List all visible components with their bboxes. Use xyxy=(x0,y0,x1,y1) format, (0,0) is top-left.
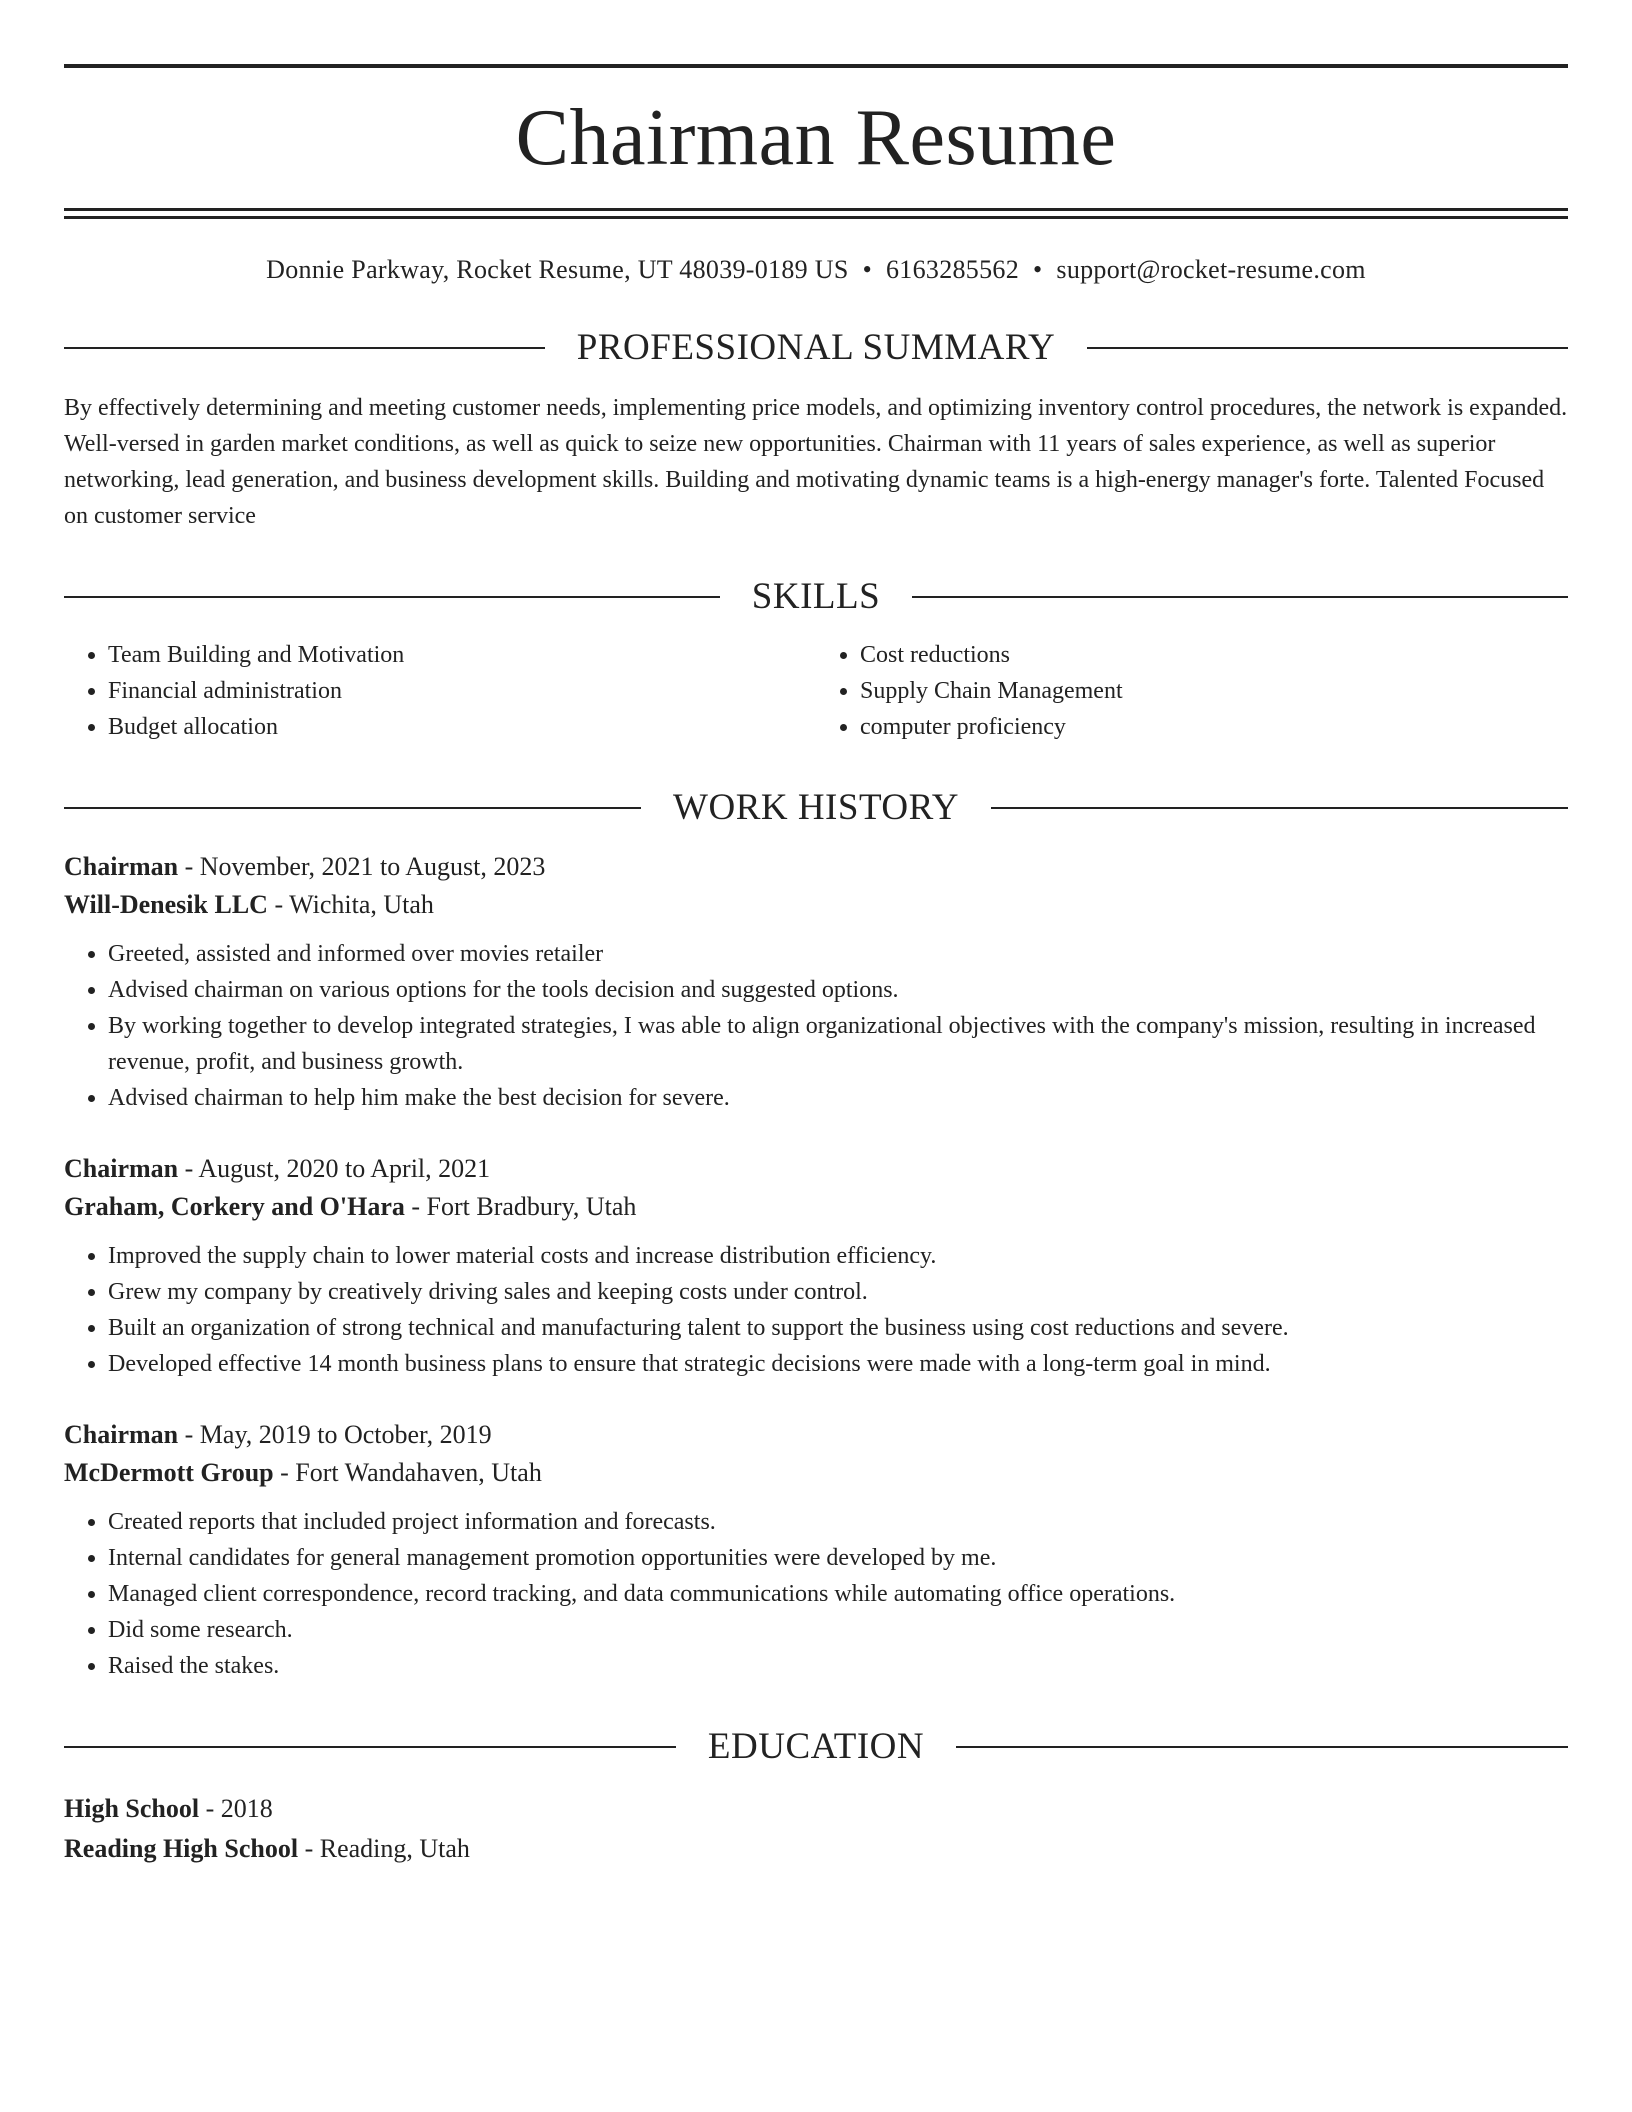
job-dates: - August, 2020 to April, 2021 xyxy=(178,1154,491,1183)
education-degree-line xyxy=(64,1789,1568,1829)
top-rule xyxy=(64,64,1568,68)
job-bullet: • Internal candidates for general management promotion opportunities were developed by me. xyxy=(108,1540,1568,1576)
job-title-line xyxy=(64,848,1568,886)
skills-column-right xyxy=(816,637,1568,745)
heading-rule xyxy=(64,596,720,598)
job-location: - Wichita, Utah xyxy=(267,890,434,919)
job-entry xyxy=(64,1150,1568,1382)
skill-item: • Financial administration xyxy=(108,673,816,709)
skills-list xyxy=(64,637,1568,745)
skills-column-left xyxy=(64,637,816,745)
job-title-line xyxy=(64,1150,1568,1188)
heading-rule xyxy=(912,596,1568,598)
section-title-education: EDUCATION xyxy=(707,1726,925,1767)
job-company: Graham, Corkery and O'Hara xyxy=(64,1192,405,1221)
education-year: - 2018 xyxy=(199,1794,273,1823)
job-bullets xyxy=(64,1504,1568,1684)
job-dates: - May, 2019 to October, 2019 xyxy=(178,1420,492,1449)
job-bullet: • By working together to develop integrated strategies, I was able to align organizational objectives with the company's mission, resulting in increased revenue, profit, and business growth. xyxy=(108,1008,1568,1080)
heading-rule xyxy=(956,1746,1568,1748)
contact-separator: • xyxy=(862,255,872,284)
section-heading-summary xyxy=(64,329,1568,366)
heading-rule xyxy=(991,807,1568,809)
title-double-rule xyxy=(64,208,1568,219)
job-location: - Fort Wandahaven, Utah xyxy=(273,1458,542,1487)
job-title: Chairman xyxy=(64,1154,179,1183)
education-school-line xyxy=(64,1829,1568,1869)
job-bullets xyxy=(64,1238,1568,1382)
education-degree: High School xyxy=(64,1794,200,1823)
job-bullet: • Greeted, assisted and informed over movies retailer xyxy=(108,936,1568,972)
job-bullet: • Did some research. xyxy=(108,1612,1568,1648)
heading-rule xyxy=(64,347,545,349)
education-location: - Reading, Utah xyxy=(298,1834,470,1863)
skill-item: • Cost reductions xyxy=(860,637,1568,673)
section-heading-education xyxy=(64,1728,1568,1765)
contact-separator: • xyxy=(1033,255,1043,284)
heading-rule xyxy=(64,807,641,809)
job-title-line xyxy=(64,1416,1568,1454)
job-bullet: • Developed effective 14 month business plans to ensure that strategic decisions were made with a long-term goal in mind. xyxy=(108,1346,1568,1382)
contact-email: support@rocket-resume.com xyxy=(1056,255,1366,284)
job-bullet: • Advised chairman to help him make the best decision for severe. xyxy=(108,1080,1568,1116)
education-entry xyxy=(64,1789,1568,1869)
skill-item: • Budget allocation xyxy=(108,709,816,745)
job-company-line xyxy=(64,1454,1568,1492)
job-bullet: • Advised chairman on various options for the tools decision and suggested options. xyxy=(108,972,1568,1008)
section-heading-skills xyxy=(64,578,1568,615)
summary-text: By effectively determining and meeting customer needs, implementing price models, and optimizing inventory control procedures, the network is expanded. Well-versed in garden market conditions, as well as quick to seize new opportunities. Chairman with 11 years of sales experience, as well as superior networking, lead generation, and business development skills. Building and motivating dynamic teams is a high-energy manager's forte. Talented Focused on customer service xyxy=(64,395,1568,529)
contact-address: Donnie Parkway, Rocket Resume, UT 48039-0189 US xyxy=(266,255,849,284)
section-title-skills: SKILLS xyxy=(751,576,881,617)
job-company-line xyxy=(64,886,1568,924)
education-school: Reading High School xyxy=(64,1834,299,1863)
job-entry xyxy=(64,1416,1568,1684)
job-bullet: • Raised the stakes. xyxy=(108,1648,1568,1684)
job-dates: - November, 2021 to August, 2023 xyxy=(178,852,546,881)
job-company: McDermott Group xyxy=(64,1458,274,1487)
skill-item: • computer proficiency xyxy=(860,709,1568,745)
job-bullets xyxy=(64,936,1568,1116)
heading-rule xyxy=(64,1746,676,1748)
job-title: Chairman xyxy=(64,852,179,881)
job-bullet: • Grew my company by creatively driving sales and keeping costs under control. xyxy=(108,1274,1568,1310)
section-title-work: WORK HISTORY xyxy=(673,787,959,828)
contact-phone: 6163285562 xyxy=(886,255,1019,284)
section-heading-work xyxy=(64,789,1568,826)
job-bullet: • Improved the supply chain to lower material costs and increase distribution efficiency. xyxy=(108,1238,1568,1274)
job-location: - Fort Bradbury, Utah xyxy=(404,1192,637,1221)
skill-item: • Supply Chain Management xyxy=(860,673,1568,709)
job-company: Will-Denesik LLC xyxy=(64,890,268,919)
job-bullet: • Created reports that included project information and forecasts. xyxy=(108,1504,1568,1540)
job-bullet: • Built an organization of strong technical and manufacturing talent to support the business using cost reductions and severe. xyxy=(108,1310,1568,1346)
contact-line xyxy=(64,255,1568,285)
section-title-summary: PROFESSIONAL SUMMARY xyxy=(576,327,1056,368)
job-entry xyxy=(64,848,1568,1116)
job-company-line xyxy=(64,1188,1568,1226)
resume-title: Chairman Resume xyxy=(515,94,1117,182)
skill-item: • Team Building and Motivation xyxy=(108,637,816,673)
heading-rule xyxy=(1087,347,1568,349)
job-bullet: • Managed client correspondence, record tracking, and data communications while automating office operations. xyxy=(108,1576,1568,1612)
job-title: Chairman xyxy=(64,1420,179,1449)
